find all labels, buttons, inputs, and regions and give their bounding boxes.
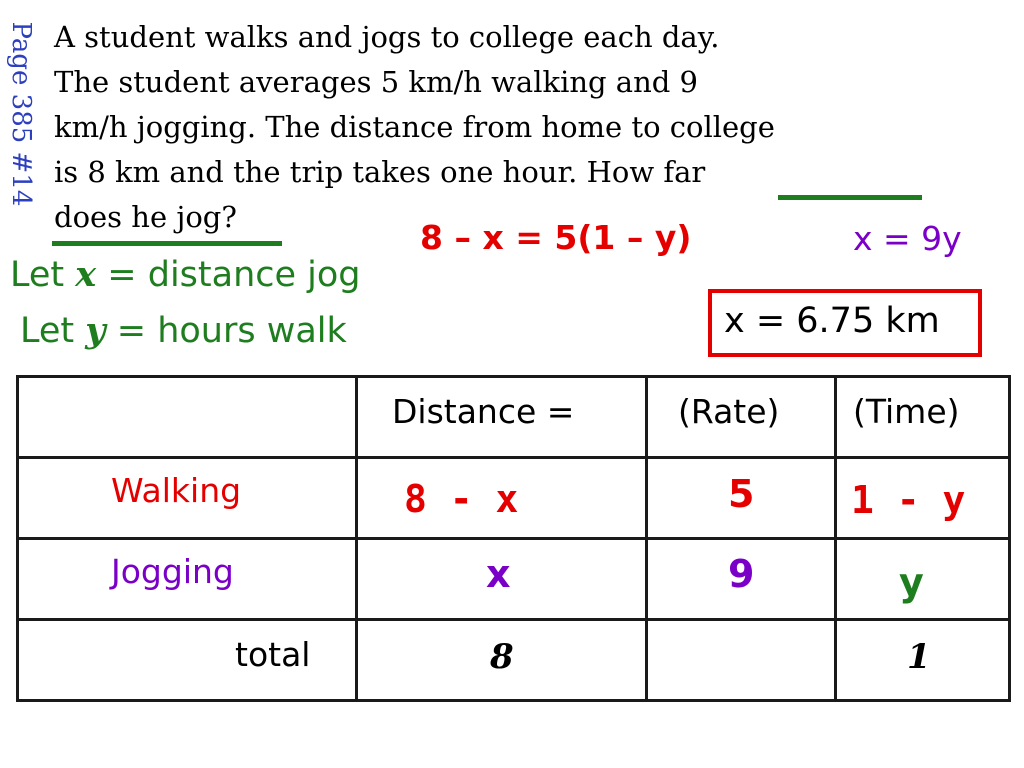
walking-rate: 5 — [728, 472, 755, 516]
header-rate-cell — [647, 377, 836, 458]
let-y-definition — [20, 310, 347, 351]
table-row-jogging — [18, 539, 1010, 620]
header-rate: (Rate) — [678, 392, 780, 431]
total-label: total — [235, 635, 311, 674]
jogging-distance: x — [486, 552, 511, 596]
question-part-2: does he jog — [54, 200, 222, 234]
header-distance-cell — [357, 377, 647, 458]
total-distance-cell — [357, 620, 647, 701]
problem-line-3: km/h jogging. The distance from home to college — [54, 110, 775, 144]
jogging-label: Jogging — [111, 552, 234, 591]
walking-time-cell — [836, 458, 1010, 539]
total-time-cell — [836, 620, 1010, 701]
page-reference-label: Page 385 #14 — [6, 21, 36, 207]
distance-rate-time-table — [16, 375, 1011, 702]
jogging-time-cell — [836, 539, 1010, 620]
jogging-rate-cell — [647, 539, 836, 620]
let-x-prefix: Let — [10, 255, 76, 295]
let-y-prefix: Let — [20, 311, 86, 351]
variable-x: x — [75, 254, 97, 295]
let-y-meaning: = hours walk — [105, 311, 347, 351]
jogging-rate: 9 — [728, 552, 755, 596]
question-mark: ? — [221, 200, 237, 234]
header-distance: Distance = — [392, 392, 575, 431]
problem-line-1: A student walks and jogs to college each day. — [54, 20, 720, 54]
jogging-label-cell — [18, 539, 357, 620]
table-row-total — [18, 620, 1010, 701]
problem-line-4-text: is 8 km and the trip takes one hour. — [54, 155, 587, 189]
walking-time: 1 - y — [851, 478, 966, 522]
header-empty-cell — [18, 377, 357, 458]
header-time-cell — [836, 377, 1010, 458]
problem-line-4 — [54, 150, 1014, 195]
let-x-definition — [10, 254, 361, 295]
total-rate-cell — [647, 620, 836, 701]
jogging-time: y — [899, 560, 924, 604]
header-time: (Time) — [853, 392, 960, 431]
walking-label-cell — [18, 458, 357, 539]
answer-box — [708, 289, 982, 357]
variable-y: y — [85, 310, 106, 351]
walking-distance: 8 - x — [404, 477, 519, 521]
question-part-1: How far — [586, 155, 706, 189]
let-x-meaning: = distance jog — [96, 255, 361, 295]
total-label-cell — [18, 620, 357, 701]
walking-rate-cell — [647, 458, 836, 539]
walking-distance-cell — [357, 458, 647, 539]
problem-line-2: The student averages 5 km/h walking and 9 — [54, 65, 699, 99]
walking-label: Walking — [111, 471, 242, 510]
word-problem — [54, 15, 1014, 240]
question-underline-1 — [778, 195, 922, 200]
table-header-row — [18, 377, 1010, 458]
table-row-walking — [18, 458, 1010, 539]
answer-text: x = 6.75 km — [724, 301, 940, 341]
total-time: 1 — [907, 637, 931, 677]
total-distance: 8 — [490, 637, 514, 677]
jogging-distance-cell — [357, 539, 647, 620]
jogging-equation: x = 9y — [853, 219, 962, 258]
question-underline-2 — [52, 241, 282, 246]
walking-equation: 8 – x = 5(1 – y) — [420, 218, 692, 257]
